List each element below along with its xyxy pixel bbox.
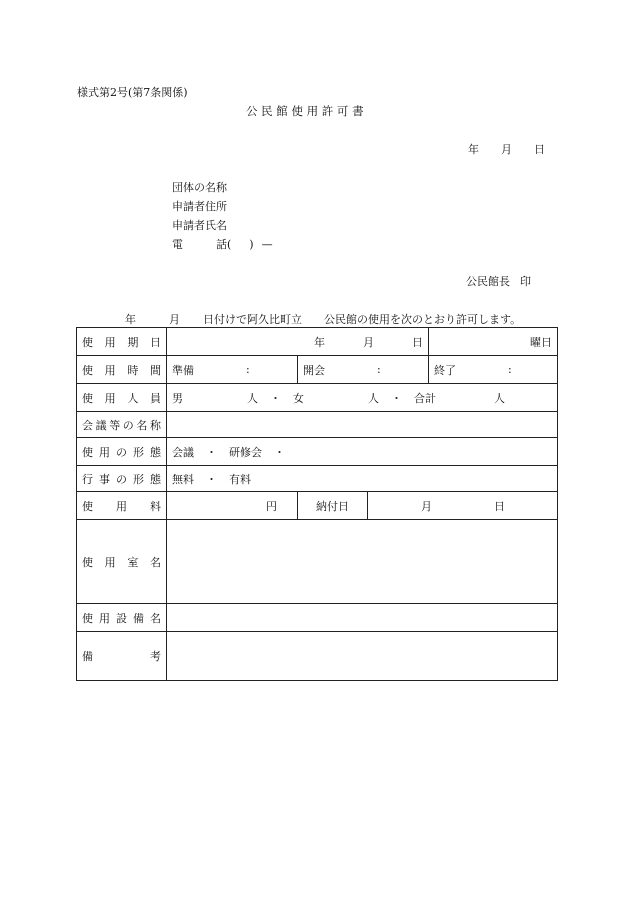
- usage-period-weekday-field[interactable]: [429, 328, 558, 356]
- intro-text-1: 日付けで阿久比町立: [203, 313, 302, 326]
- period-weekday: 曜日: [530, 335, 553, 349]
- female-label: 女: [293, 391, 304, 405]
- date-year-label: 年: [468, 143, 479, 156]
- event-option-free[interactable]: 無料: [172, 472, 194, 486]
- phone-label: 電 話(: [172, 238, 232, 251]
- open-time-field[interactable]: [298, 356, 429, 384]
- usage-period-label: 使 用 期 日: [77, 328, 167, 356]
- usage-form-label: 使 用 の 形 態: [77, 438, 167, 466]
- date-month-label: 月: [501, 143, 512, 156]
- payment-date-label: 納付日: [316, 499, 349, 513]
- separator-dot: ・: [206, 445, 217, 459]
- date-day-label: 日: [534, 143, 545, 156]
- payment-month: 月: [421, 499, 432, 513]
- event-form-field[interactable]: [167, 466, 558, 492]
- prep-label: 準備: [172, 363, 194, 377]
- row-meeting-name: [77, 412, 558, 438]
- payment-date-label-cell: [298, 492, 368, 520]
- permit-form-table: [76, 327, 558, 681]
- row-room-name: [77, 520, 558, 604]
- intro-year: 年: [125, 313, 136, 326]
- usage-time-label: 使 用 時 間: [77, 356, 167, 384]
- applicant-address-label: 申請者住所: [172, 200, 227, 213]
- end-colon: :: [508, 363, 512, 376]
- period-day: 日: [412, 335, 423, 349]
- end-label: 終了: [434, 363, 457, 377]
- intro-month: 月: [169, 313, 180, 326]
- remarks-label: 備 考: [77, 632, 167, 681]
- total-unit: 人: [494, 391, 505, 405]
- fee-amount-field[interactable]: [167, 492, 298, 520]
- meeting-name-field[interactable]: [167, 412, 558, 438]
- intro-text-2: 公民館の使用を次のとおり許可します。: [324, 313, 522, 326]
- row-usage-period: [77, 328, 558, 356]
- director-title: 公民館長: [466, 275, 510, 288]
- open-label: 開会: [303, 363, 325, 377]
- end-time-field[interactable]: [429, 356, 558, 384]
- payment-date-field[interactable]: [368, 492, 558, 520]
- seal-mark: 印: [520, 275, 531, 288]
- payment-day: 日: [494, 499, 505, 513]
- usage-option-training[interactable]: 研修会: [229, 445, 262, 459]
- meeting-name-label: 会議等の名称: [77, 412, 167, 438]
- event-form-label: 行 事 の 形 態: [77, 466, 167, 492]
- usage-option-meeting[interactable]: 会議: [172, 445, 194, 459]
- separator-dot: ・: [270, 391, 281, 405]
- period-year: 年: [314, 335, 325, 349]
- total-label: 合計: [414, 391, 436, 405]
- row-usage-form: [77, 438, 558, 466]
- equipment-label: 使 用 設 備 名: [77, 604, 167, 632]
- equipment-field[interactable]: [167, 604, 558, 632]
- room-name-field[interactable]: [167, 520, 558, 604]
- permission-statement: [125, 311, 521, 327]
- row-usage-people: [77, 384, 558, 412]
- row-remarks: [77, 632, 558, 681]
- yen-unit: 円: [266, 499, 277, 513]
- separator-dot: ・: [274, 445, 285, 459]
- usage-period-date-field[interactable]: [167, 328, 429, 356]
- male-unit: 人: [247, 391, 258, 405]
- row-equipment: [77, 604, 558, 632]
- open-colon: :: [377, 363, 381, 376]
- event-option-paid[interactable]: 有料: [229, 472, 251, 486]
- people-count-field[interactable]: [167, 384, 558, 412]
- document-title: 公 民 館 使 用 許 可 書: [246, 104, 364, 118]
- applicant-name-label: 申請者氏名: [172, 219, 227, 232]
- director-line: [466, 273, 531, 289]
- issue-date: [468, 141, 545, 157]
- female-unit: 人: [368, 391, 379, 405]
- male-label: 男: [172, 391, 183, 405]
- usage-form-field[interactable]: [167, 438, 558, 466]
- prep-colon: :: [246, 363, 250, 376]
- period-month: 月: [363, 335, 374, 349]
- prep-time-field[interactable]: [167, 356, 298, 384]
- form-number: 様式第2号(第7条関係): [77, 86, 188, 99]
- phone-line: [172, 235, 273, 254]
- room-name-label: 使 用 室 名: [77, 520, 167, 604]
- group-name-label: 団体の名称: [172, 181, 227, 194]
- separator-dot: ・: [206, 472, 217, 486]
- remarks-field[interactable]: [167, 632, 558, 681]
- phone-dash: —: [261, 238, 273, 251]
- separator-dot: ・: [391, 391, 402, 405]
- row-usage-fee: [77, 492, 558, 520]
- usage-fee-label: 使 用 料: [77, 492, 167, 520]
- applicant-block: [172, 178, 273, 254]
- phone-close-paren: ): [249, 238, 254, 251]
- usage-people-label: 使 用 人 員: [77, 384, 167, 412]
- row-event-form: [77, 466, 558, 492]
- row-usage-time: [77, 356, 558, 384]
